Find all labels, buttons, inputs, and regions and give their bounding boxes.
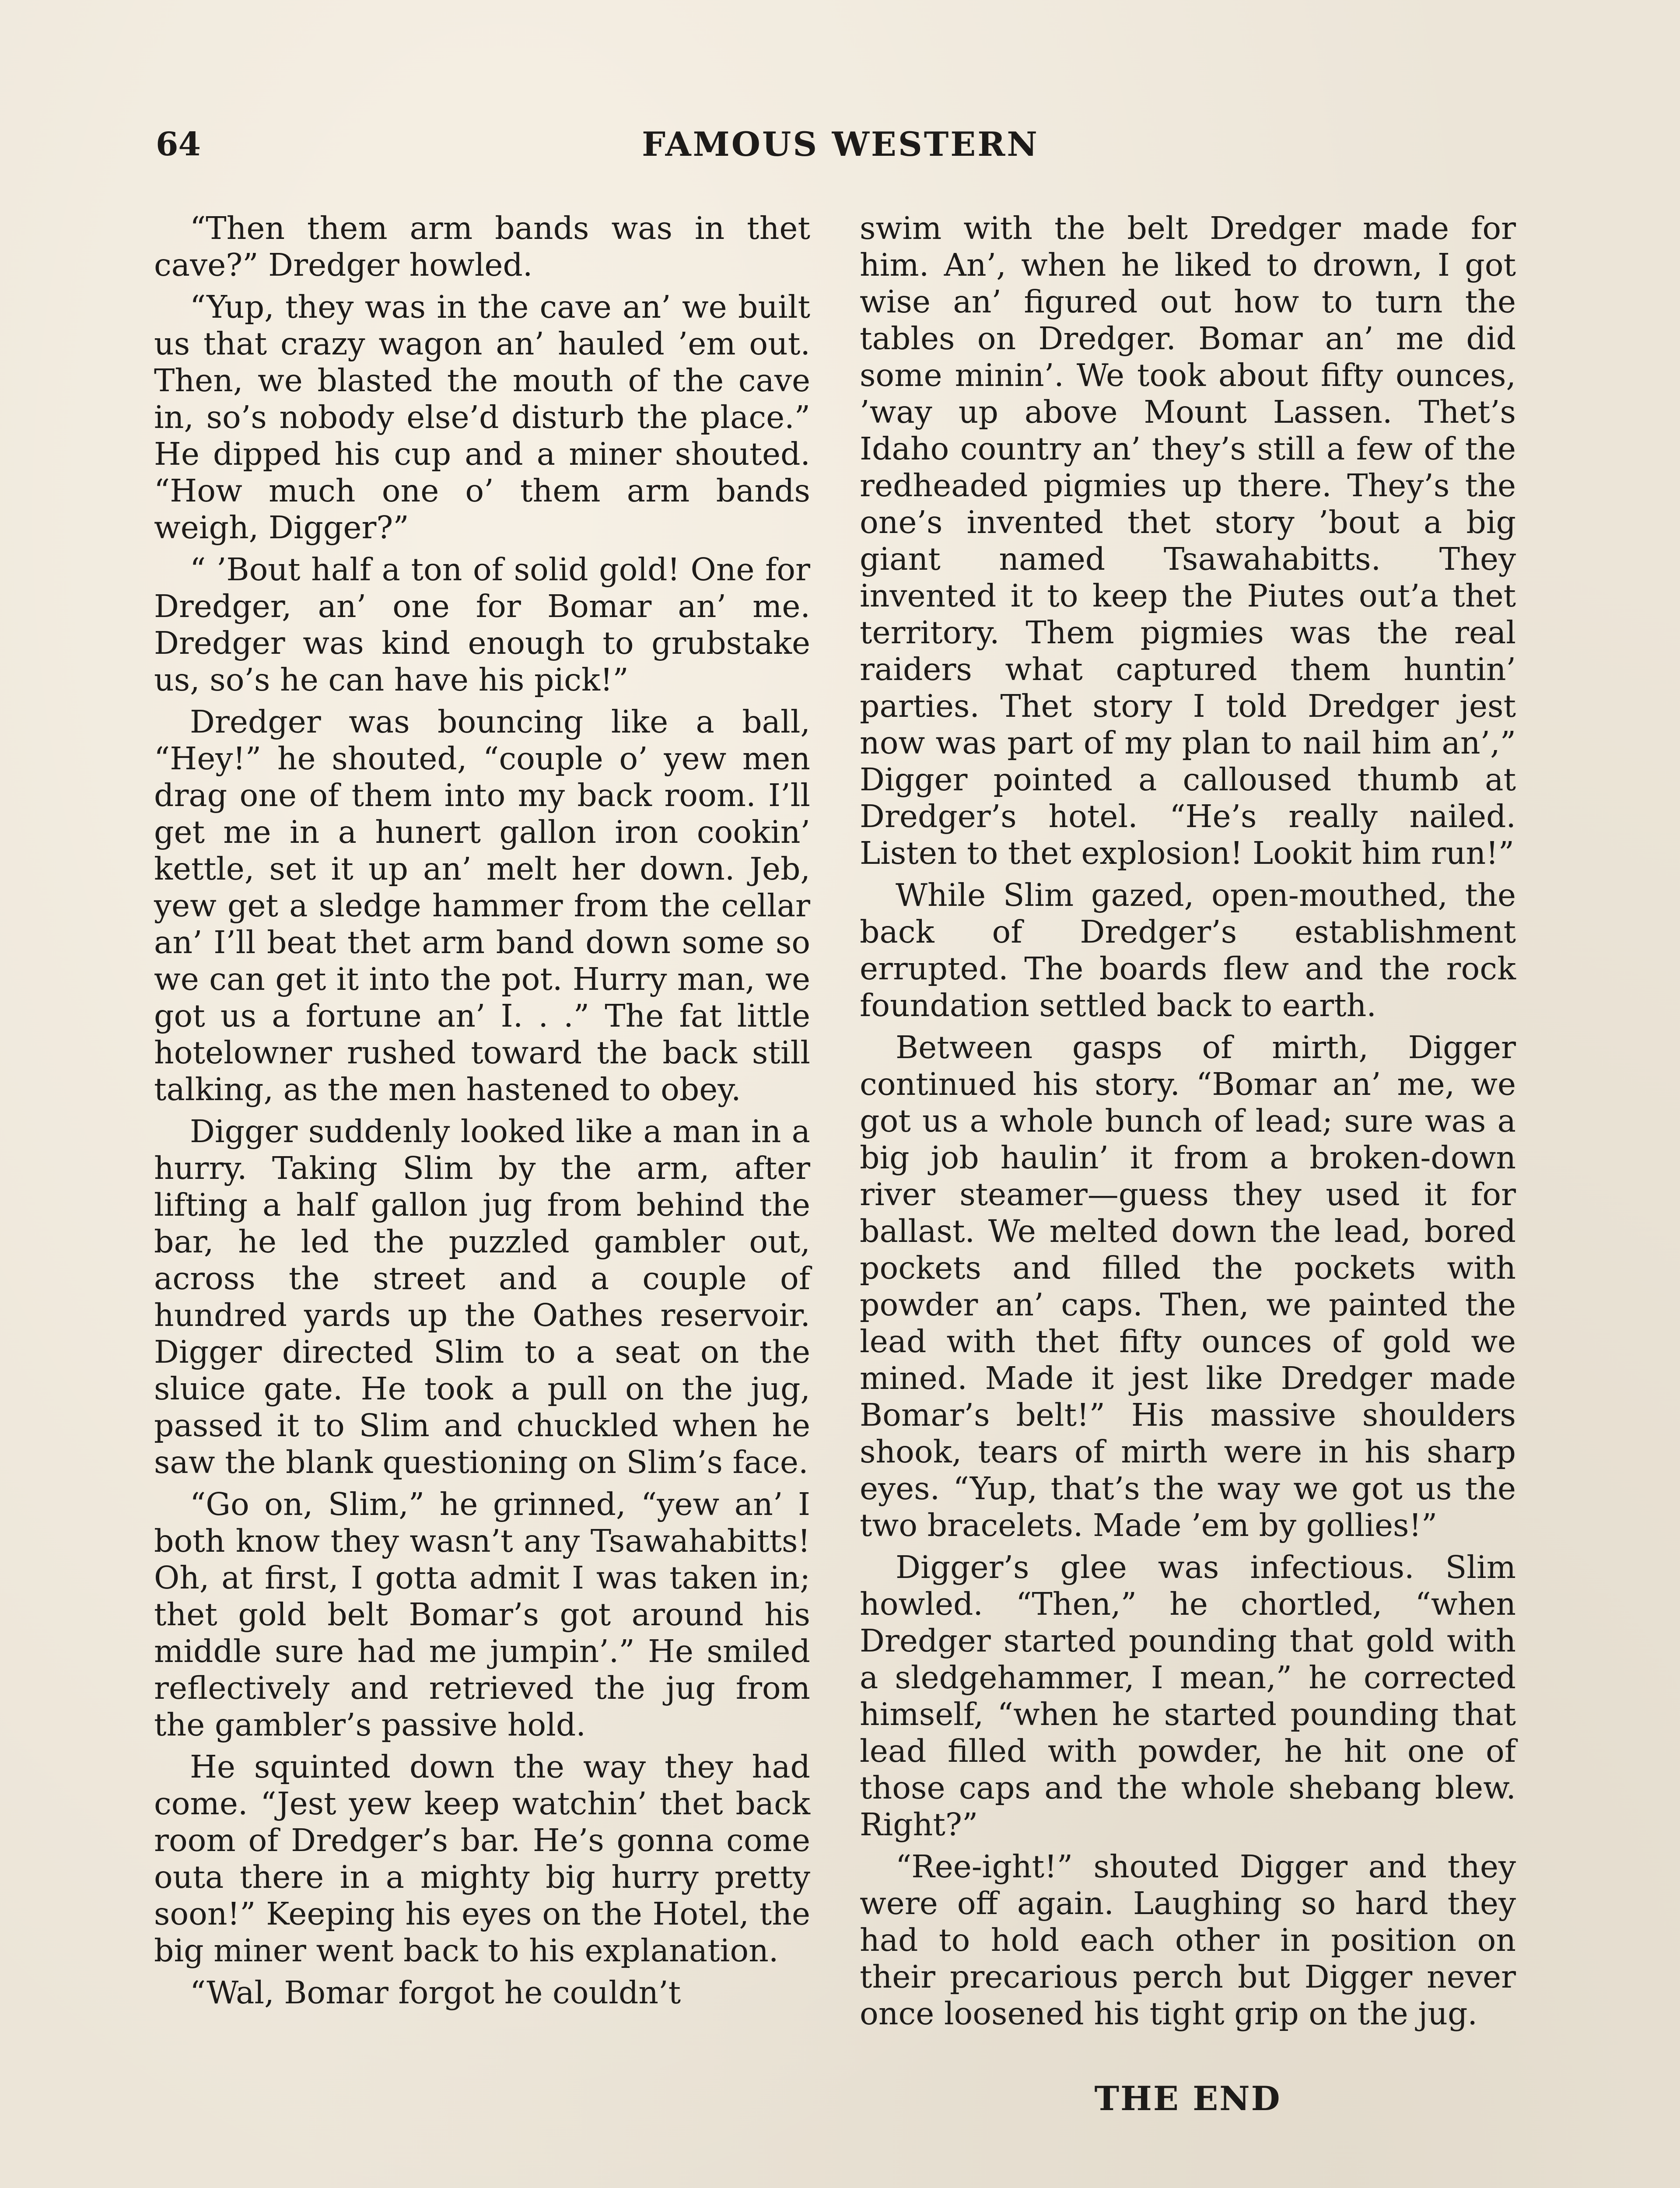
- paragraph: “Then them arm bands was in thet cave?” Dredger howled.: [154, 210, 810, 283]
- paragraph: Between gasps of mirth, Digger continued his story. “Bomar an’ me, we got us a whole bunch of lead; sure was a big job haulin’ it from a broken-down river steamer—guess they used it for ballast. We melted down the lead, bored pockets and filled the pockets with powder an’ caps. Then, we painted the lead with thet fifty ounces of gold we mined. Made it jest like Dredger made Bomar’s belt!” His massive shoulders shook, tears of mirth were in his sharp eyes. “Yup, that’s the way we got us the two bracelets. Made ’em by gollies!”: [860, 1029, 1516, 1543]
- paragraph: “Go on, Slim,” he grinned, “yew an’ I both know they wasn’t any Tsawahabitts! Oh, at first, I gotta admit I was taken in; thet gold belt Bomar’s got around his middle sure had me jumpin’.” He smiled reflectively and retrieved the jug from the gambler’s passive hold.: [154, 1486, 810, 1743]
- page-number: 64: [156, 126, 201, 163]
- paragraph: “Ree-ight!” shouted Digger and they were off again. Laughing so hard they had to hold each other in position on their precarious perch but Digger never once loosened his tight grip on the jug.: [860, 1848, 1516, 2032]
- paragraph: “ ’Bout half a ton of solid gold! One for Dredger, an’ one for Bomar an’ me. Dredger was kind enough to grubstake us, so’s he can have his pick!”: [154, 551, 810, 698]
- left-column: [154, 210, 810, 2016]
- paragraph: “Yup, they was in the cave an’ we built us that crazy wagon an’ hauled ’em out. Then, we blasted the mouth of the cave in, so’s nobody else’d disturb the place.” He dipped his cup and a miner shouted. “How much one o’ them arm bands weigh, Digger?”: [154, 289, 810, 546]
- paragraph: Digger’s glee was infectious. Slim howled. “Then,” he chortled, “when Dredger started pounding that gold with a sledgehammer, I mean,” he corrected himself, “when he started pounding that lead filled with powder, he hit one of those caps and the whole shebang blew. Right?”: [860, 1549, 1516, 1843]
- paragraph: swim with the belt Dredger made for him. An’, when he liked to drown, I got wise an’ figured out how to turn the tables on Dredger. Bomar an’ me did some minin’. We took about fifty ounces, ’way up above Mount Lassen. Thet’s Idaho country an’ they’s still a few of the redheaded pigmies up there. They’s the one’s invented thet story ’bout a big giant named Tsawahabitts. They invented it to keep the Piutes out’a thet territory. Them pigmies was the real raiders what captured them huntin’ parties. Thet story I told Dredger jest now was part of my plan to nail him an’,” Digger pointed a calloused thumb at Dredger’s hotel. “He’s really nailed. Listen to thet explosion! Lookit him run!”: [860, 210, 1516, 871]
- paragraph: Dredger was bouncing like a ball, “Hey!” he shouted, “couple o’ yew men drag one of them into my back room. I’ll get me in a hunert gallon iron cookin’ kettle, set it up an’ melt her down. Jeb, yew get a sledge hammer from the cellar an’ I’ll beat thet arm band down some so we can get it into the pot. Hurry man, we got us a fortune an’ I. . .” The fat little hotelowner rushed toward the back still talking, as the men hastened to obey.: [154, 704, 810, 1108]
- page-header: [156, 123, 1525, 175]
- paragraph: He squinted down the way they had come. “Jest yew keep watchin’ thet back room of Dredger’s bar. He’s gonna come outa there in a mighty big hurry pretty soon!” Keeping his eyes on the Hotel, the big miner went back to his explanation.: [154, 1749, 810, 1969]
- paragraph: While Slim gazed, open-mouthed, the back of Dredger’s establishment errupted. The boards flew and the rock foundation settled back to earth.: [860, 877, 1516, 1024]
- right-column: [860, 210, 1516, 2117]
- the-end-label: THE END: [1094, 2079, 1281, 2118]
- running-title: FAMOUS WESTERN: [642, 125, 1039, 164]
- paragraph: Digger suddenly looked like a man in a hurry. Taking Slim by the arm, after lifting a half gallon jug from behind the bar, he led the puzzled gambler out, across the street and a couple of hundred yards up the Oathes reservoir. Digger directed Slim to a seat on the sluice gate. He took a pull on the jug, passed it to Slim and chuckled when he saw the blank questioning on Slim’s face.: [154, 1113, 810, 1480]
- paragraph: “Wal, Bomar forgot he couldn’t: [190, 1974, 681, 2011]
